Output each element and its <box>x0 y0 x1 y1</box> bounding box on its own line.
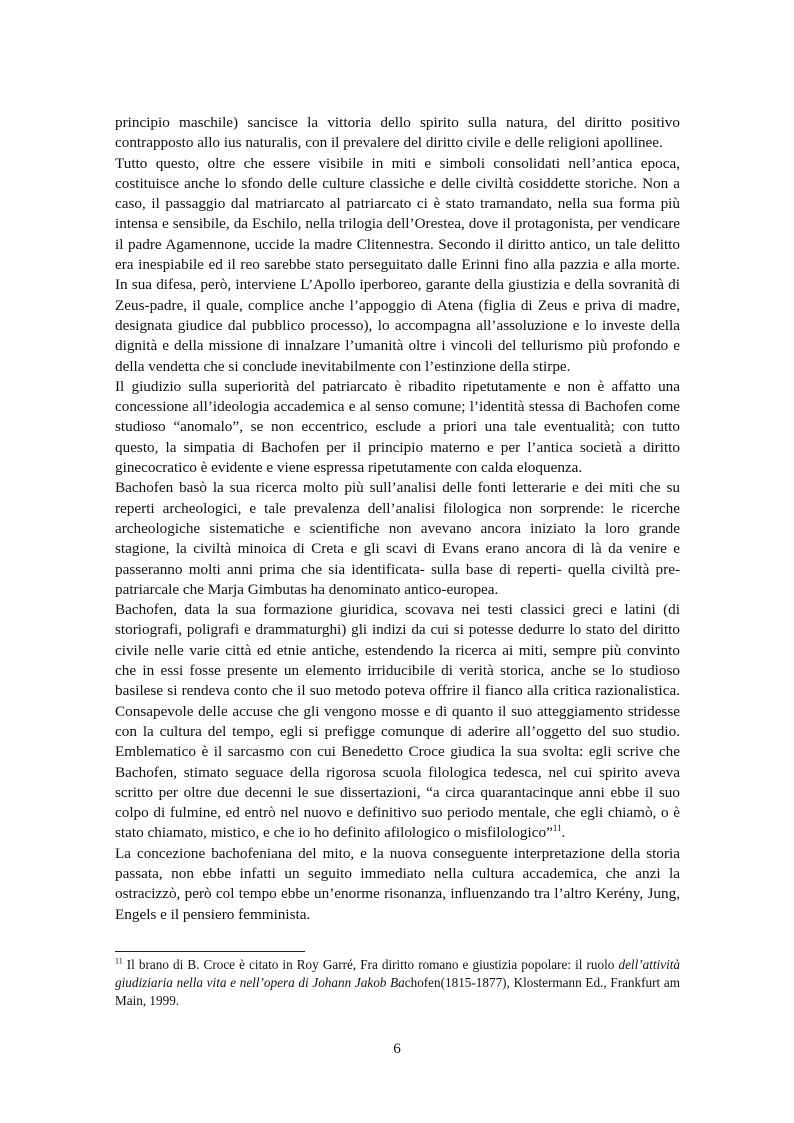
footnote-text-b: chofen(1815-1877), Klostermann Ed., Frankfurt am Main, 1999. <box>115 974 680 1008</box>
paragraph-5-text: Bachofen, data la sua formazione giuridica, scovava nei testi classici greci e latini (di storiografi, poligrafi e drammaturghi) gli indizi da cui si potesse dedurre lo stato del diritto civile nelle varie città ed etnie antiche, estendendo la ricerca ai miti, sempre più convinto che in essi fosse presente un elemento irriducibile di verità storica, anche se lo studioso basilese si rendeva conto che il suo metodo poteva offrire il fianco alla critica razionalistica. Consapevole delle accuse che gli vengono mosse e di quanto il suo atteggiamento stridesse con la cultura del tempo, egli si prefigge comunque di aderire all’oggetto del suo studio. Emblematico è il sarcasmo con cui Benedetto Croce giudica la sua svolta: egli scrive che Bachofen, stimato seguace della rigorosa scuola filologica tedesca, nel cui spirito aveva scritto per oltre due decenni le sue dissertazioni, “a circa quarantacinque anni ebbe il suo colpo di fulmine, ed entrò nel nuovo e definitivo suo periodo mentale, che egli chiamò, o è stato chiamato, mistico, e che io ho definito afilologico o misfilologico” <box>115 601 680 842</box>
paragraph-3: Il giudizio sulla superiorità del patriarcato è ribadito ripetutamente e non è affatto una concessione all’ideologia accademica e al senso comune; l’identità stessa di Bachofen come studioso “anomalo”, se non eccentrico, esclude a priori una tale eventualità; con tutto questo, la simpatia di Bachofen per il principio materno e per l’antica società a diritto ginecocratico è evidente e viene espressa ripetutamente con calda eloquenza. <box>115 377 680 477</box>
footnote-number: 11 <box>115 956 123 966</box>
footnote-reference[interactable]: 11 <box>552 823 562 834</box>
body-text <box>115 113 680 925</box>
paragraph-2: Tutto questo, oltre che essere visibile in miti e simboli consolidati nell’antica epoca, costituisce anche lo sfondo delle culture classiche e delle civiltà cosiddette storiche. Non a caso, il passaggio dal matriarcato al patriarcato ci è stato tramandato, nella sua forma più intensa e sensibile, da Eschilo, nella trilogia dell’Orestea, dove il protagonista, per vendicare il padre Agamennone, uccide la madre Clitennestra. Secondo il diritto antico, un tale delitto era inespiabile ed il reo sarebbe stato perseguitato dalle Erinni fino alla pazzia e alla morte. In sua difesa, però, interviene L’Apollo iperboreo, garante della giustizia e della sovranità di Zeus-padre, il quale, complice anche l’appoggio di Atena (figlia di Zeus e priva di madre, designata giudice dal pubblico processo), lo accompagna all’assoluzione e lo investe della dignità e della missione di innalzare l’umanità oltre i vincoli del tellurismo più profondo e della vendetta che si conclude inevitabilmente con l’estinzione della stirpe. <box>115 154 680 375</box>
footnote <box>115 956 680 1009</box>
paragraph-6: La concezione bachofeniana del mito, e la nuova conseguente interpretazione della storia passata, non ebbe infatti un seguito immediato nella cultura accademica, che anzi la ostracizzò, però col tempo ebbe un’enorme risonanza, influenzando tra l’altro Kerény, Jung, Engels e il pensiero femminista. <box>115 844 680 923</box>
paragraph-5: Bachofen, data la sua formazione giuridica, scovava nei testi classici greci e latini (di storiografi, poligrafi e drammaturghi) gli indizi da cui si potesse dedurre lo stato del diritto civile nelle varie città ed etnie antiche, estendendo la ricerca ai miti, sempre più convinto che in essi fosse presente un elemento irriducibile di verità storica, anche se lo studioso basilese si rendeva conto che il suo metodo poteva offrire il fianco alla critica razionalistica. Consapevole delle accuse che gli vengono mosse e di quanto il suo atteggiamento stridesse con la cultura del tempo, egli si prefigge comunque di aderire all’oggetto del suo studio. Emblematico è il sarcasmo con cui Benedetto Croce giudica la sua svolta: egli scrive che Bachofen, stimato seguace della rigorosa scuola filologica tedesca, nel cui spirito aveva scritto per oltre due decenni le sue dissertazioni, “a circa quarantacinque anni ebbe il suo colpo di fulmine, ed entrò nel nuovo e definitivo suo periodo mentale, che egli chiamò, o è stato chiamato, mistico, e che io ho definito afilologico o misfilologico”$^{11}$. <box>115 601 680 842</box>
paragraph-1: principio maschile) sancisce la vittoria dello spirito sulla natura, del diritto positivo contrapposto allo ius naturalis, con il prevalere del diritto civile e delle religioni apollinee. <box>115 114 680 152</box>
footnote-separator <box>115 951 305 952</box>
page-number: 6 <box>393 1040 401 1057</box>
footnote-text-italic: dell’attività giudiziaria nella vita e nell’opera di Johann Jakob Ba <box>115 957 680 990</box>
footnote-text-a: Il brano di B. Croce è citato in Roy Garré, Fra diritto romano e giustizia popolare: il ruolo <box>122 957 619 972</box>
paragraph-4: Bachofen basò la sua ricerca molto più sull’analisi delle fonti letterarie e dei miti che su reperti archeologici, e tale prevalenza dell’analisi filologica non sorprende: le ricerche archeologiche sistematiche e scientifiche non avevano ancora iniziato la loro grande stagione, la civiltà minoica di Creta e gli scavi di Evans erano ancora di là da venire e passeranno molti anni prima che sia identificata- sulla base di reperti- quella civiltà pre-patriarcale che Marja Gimbutas ha denominato antico-europea. <box>115 479 680 598</box>
